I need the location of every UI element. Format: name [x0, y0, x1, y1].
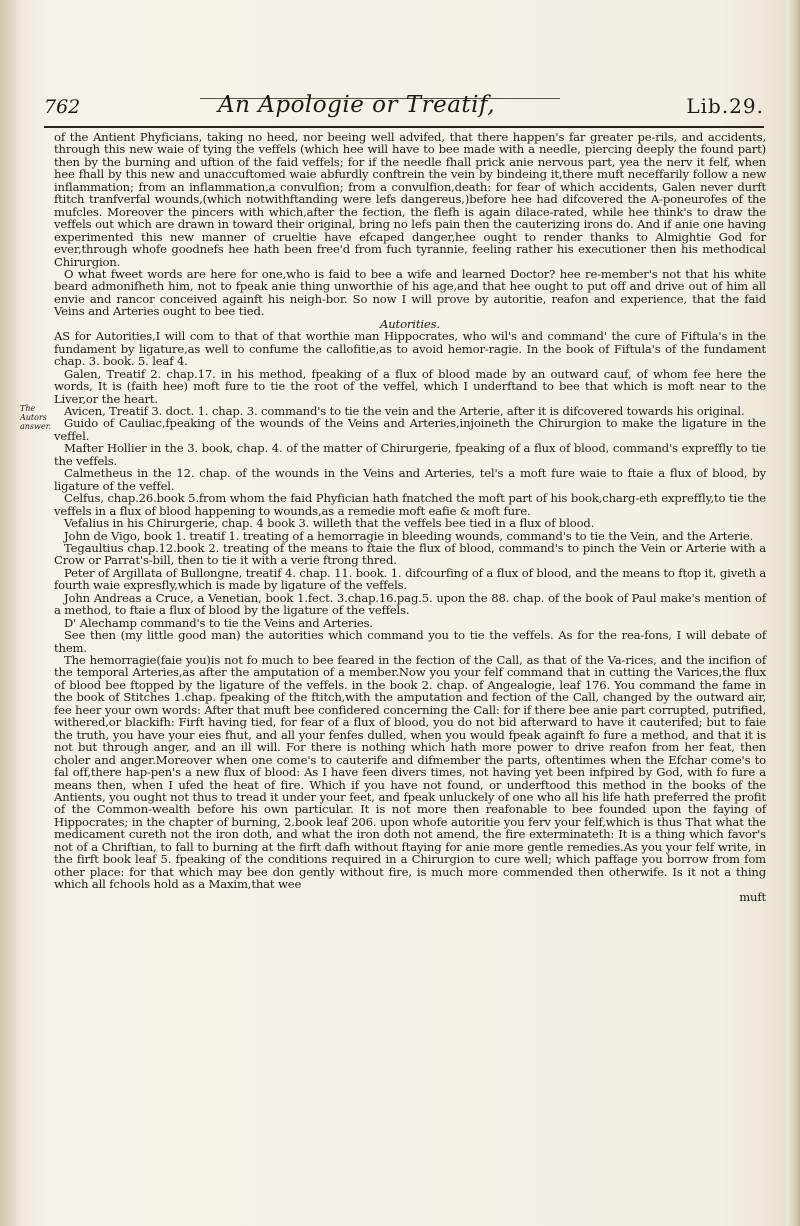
page-number: 762: [44, 96, 81, 118]
margin-note: The Autors answer.: [20, 404, 52, 431]
header-rule: [44, 126, 764, 128]
running-header: [44, 92, 764, 124]
paragraph: Guido of Cauliac,fpeaking of the wounds of the Veins and Arteries,injoineth the Chirurgion to make the ligature in the veffel.: [54, 416, 766, 443]
paragraph: Galen, Treatif 2. chap.17. in his method, fpeaking of a flux of blood made by an outward cauf, of whom fee here the words, It is (faith hee) moft fure to tie the root of the veffel, which I underftand to bee that which is moft near to the Liver,or the heart.: [54, 366, 766, 406]
catchword: muft: [739, 889, 766, 904]
paragraph: D' Alechamp command's to tie the Veins and Arteries.: [64, 615, 373, 630]
paragraph: John de Vigo, book 1. treatif 1. treating of a hemorragie in bleeding wounds, command's to tie the Vein, and the Arterie.: [64, 528, 754, 543]
body-text: [54, 131, 766, 903]
page-edge: [786, 0, 800, 1226]
paragraph: The hemorragie(faie you)is not fo much to bee feared in the fection of the Call, as that of the Va-rices, and the incifion of the temporal Arteries,as after the amputation of a member.Now you your felf command that in cutting the Varices,the flux of blood bee ftopped by the ligature of the veffels. in the book 2. chap. of Angealogie, leaf 176. You command the fame in the book of Stitches 1.chap. fpeaking of the ftitch,with the amputation and fection of the Call, changed by the outward air, fee heer your own words: After that muft bee confidered concerning the Call: for if there bee anie part corrupted, putrified, withered,or blackifh: Firft having tied, for fear of a flux of blood, you do not bid afterward to have it cauterifed; but to faie the truth, you have your eies fhut, and all your fenfes dulled, when you would fpeak againft fo fure a method, and that it is not but through anger, and an ill will. For there is nothing which hath more power to drive reafon from her feat, then choler and anger.Moreover when one come's to cauterife and difmember the parts, oftentimes when the Efchar come's to fal off,there hap-pen's a new flux of blood: As I have feen divers times, not having yet been infpired by God, with fo fure a means then, when I ufed the heat of fire. Which if you have not found, or underftood this method in the books of the Antients, you ought not thus to tread it under your feet, and fpeak unluckely of one who all his life hath preferred the profit of the Common-wealth before his own particular. It is not more then reafonable to bee founded upon the faying of Hippocrates; in the chapter of burning, 2.book leaf 206. upon whofe autoritie you ferv your felf,which is thus That what the medicament cureth not the iron doth, and what the iron doth not amend, the fire exterminateth: It is a thing which favor's not of a Chriftian, to fall to burning at the firft dafh without ftaying for anie more gentle remedies.As you your felf write, in the firft book leaf 5. fpeaking of the conditions required in a Chirurgion to cure well; which paffage you borrow from fom other place: for that which may bee don gently without fire, is much more commended then otherwife. Is it not a thing which all fchools hold as a Maxim,that wee: [54, 653, 766, 892]
paragraph: Vefalius in his Chirurgerie, chap. 4 book 3. willeth that the veffels bee tied in a flux of blood.: [64, 516, 595, 531]
paragraph: AS for Autorities,I will com to that of that worthie man Hippocrates, who wil's and command' the cure of Fiftula's in the fundament by ligature,as well to confume the callofitie,as to avoid hemor-ragie. In the book of Fiftula's of the fundament chap. 3. book. 5. leaf 4.: [54, 329, 766, 369]
paragraph: Calmetheus in the 12. chap. of the wounds in the Veins and Arteries, tel's a moft fure waie to ftaie a flux of blood, by ligature of the veffel.: [54, 466, 766, 493]
running-title: An Apologie or Treatif,: [218, 92, 496, 118]
section-heading: Autorities.: [380, 316, 440, 331]
paragraph: O what fweet words are here for one,who is faid to bee a wife and learned Doctor? hee re-member's not that his white beard admonifheth him, not to fpeak anie thing unworthie of his age,and that hee ought to put off and drive out of him all envie and rancor conceived againft his neigh-bor. So now I will prove by autoritie, reafon and experience, that the faid Veins and Arteries ought to bee tied.: [54, 266, 766, 319]
page-gutter: [0, 0, 22, 1226]
paragraph: John Andreas a Cruce, a Venetian, book 1.fect. 3.chap.16.pag.5. upon the 88. chap. of the book of Paul make's mention of a method, to ftaie a flux of blood by the ligature of the veffels.: [54, 590, 766, 618]
paragraph: of the Antient Phyficians, taking no heed, nor beeing well advifed, that there happen's far greater pe-rils, and accidents, through this new waie of tying the veffels (which hee will have to bee made with a needle, piercing deeply the found part) then by the burning and uftion of the faid veffels; for if the needle fhall prick anie nervous part, yea the nerv it felf, when hee fhall by this new and unaccuftomed waie abfurdly conftrein the vein by bindeing it,there muft neceffarily follow a new inflammation; from an inflammation,a convulfion; from a convulfion,death: for fear of which accidents, Galen never durft ftitch tranfverfal wounds,(which notwithftanding were lefs dangereus,)before hee had difcovered the A-poneurofes of the mufcles. Moreover the pincers with which,after the fection, the flefh is again dilace-rated, while hee think's to draw the veffels out which are drawn in toward their original, bring no lefs pain then the cauterizing irons do. And if anie one having experimented this new manner of crueltie have efcaped danger,hee ought to render thanks to Almightie God for ever,through whofe goodnefs hee hath been free'd from fuch tyrannie, feeling rather his executioner then his methodical Chirurgion.: [54, 130, 766, 269]
paragraph: Peter of Argillata of Bullongne, treatif 4. chap. 11. book. 1. difcourfing of a flux of blood, and the means to ftop it, giveth a fourth waie expresfly,which is made by ligature of the veffels.: [54, 565, 766, 593]
book-number: Lib.29.: [686, 94, 764, 118]
paragraph: Celfus, chap.26.book 5.from whom the faid Phyfician hath fnatched the moft part of his book,charg-eth expreffly,to tie the veffels in a flux of blood happening to wounds,as a remedie moft eafie & moft fure.: [54, 491, 766, 518]
paragraph: Avicen, Treatif 3. doct. 1. chap. 3. command's to tie the vein and the Arterie, after it is difcovered towards his original.: [64, 403, 745, 418]
paragraph: Tegaultius chap.12.book 2. treating of the means to ftaie the flux of blood, command's to pinch the Vein or Arterie with a Crow or Parrat's-bill, then to tie it with a verie ftrong thred.: [54, 540, 766, 568]
paragraph: Mafter Hollier in the 3. book, chap. 4. of the matter of Chirurgerie, fpeaking of a flux of blood, command's expreffly to tie the veffels.: [54, 441, 766, 468]
paragraph: See then (my little good man) the autorities which command you to tie the veffels. As for the rea-fons, I will debate of them.: [54, 628, 766, 655]
